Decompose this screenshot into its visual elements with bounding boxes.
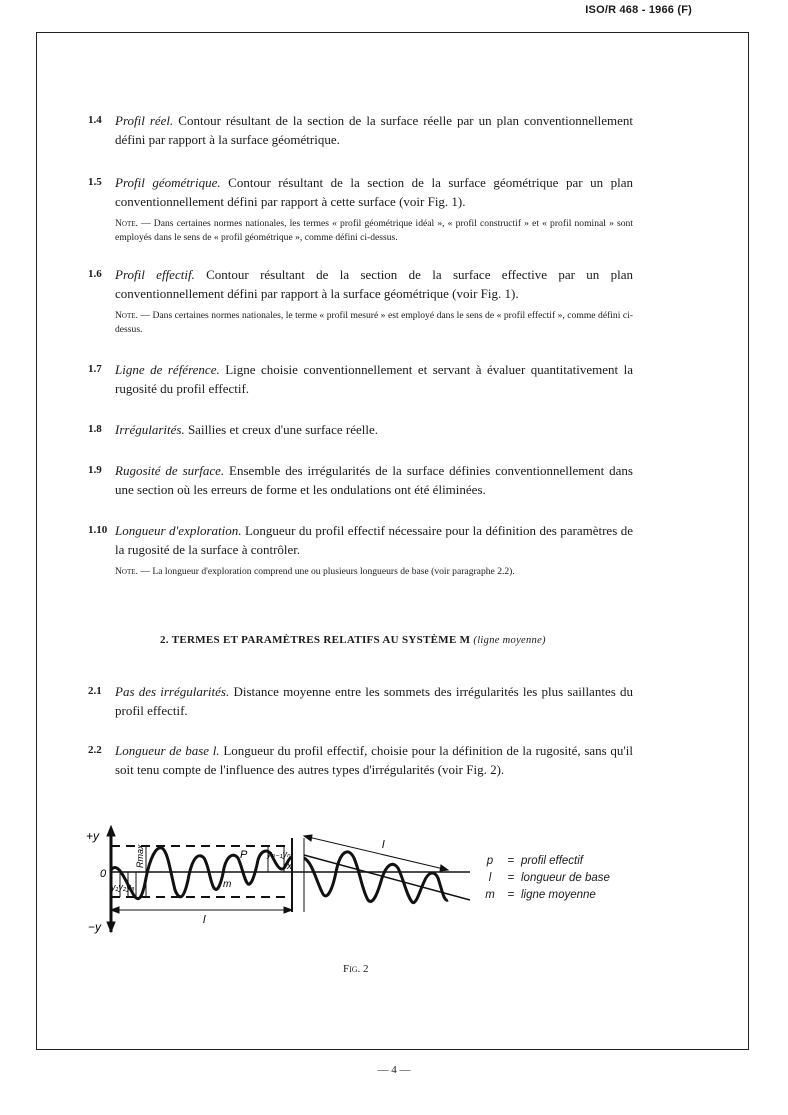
section-1-8: [88, 420, 633, 439]
page-number: — 4 —: [377, 1064, 411, 1076]
section-number: 1.8: [88, 423, 102, 435]
legend-item: p = profil effectif: [479, 855, 583, 867]
note: [115, 565, 633, 579]
legend-text: profil effectif: [521, 855, 583, 867]
note-label: Note.: [115, 310, 138, 321]
section-heading: [160, 634, 546, 646]
section-number: 1.6: [88, 268, 102, 280]
section-text: Contour résultant de la section de la surface effective par un plan conventionnellement défini par rapport à la surface géométrique (voir Fig. 1).: [115, 267, 633, 301]
label-y-right: yₙ₋₁yₙ: [267, 849, 291, 859]
section-text: Saillies et creux d'une surface réelle.: [184, 422, 378, 437]
label-p: P: [240, 849, 248, 861]
section-1-4: [88, 111, 633, 149]
section-text: Ensemble des irrégularités de la surface définies conventionnellement dans une section où les erreurs de forme et les ondulations ont été éliminées.: [115, 463, 633, 497]
section-text: Ligne choisie conventionnellement et servant à évaluer quantitativement la rugosité du profil effectif.: [115, 362, 633, 396]
section-text: Distance moyenne entre les sommets des irrégularités les plus saillantes du profil effectif.: [115, 684, 633, 718]
legend-symbol: m: [485, 889, 495, 901]
section-term: Pas des irrégularités.: [115, 684, 230, 699]
note: [115, 217, 633, 245]
note-text: — La longueur d'exploration comprend une ou plusieurs longueurs de base (voir paragraphe 2.2).: [137, 566, 515, 577]
section-number: 1.9: [88, 464, 102, 476]
section-text: Longueur du profil effectif nécessaire pour la définition des paramètres de la rugosité de la surface à contrôler.: [115, 523, 633, 557]
legend-symbol: p: [486, 855, 494, 867]
label-origin: 0: [100, 868, 107, 880]
note: [115, 309, 633, 337]
label-rmax: Rmax: [135, 844, 145, 868]
section-term: Profil géométrique.: [115, 175, 221, 190]
section-term: Profil effectif.: [115, 267, 195, 282]
section-number: 1.5: [88, 176, 102, 188]
note-text: — Dans certaines normes nationales, le terme « profil mesuré » est employé dans le sens de « profil effectif », comme défini ci-dessus.: [115, 310, 633, 335]
note-label: Note.: [115, 566, 138, 577]
note-label: Note.: [115, 218, 138, 229]
section-text: Contour résultant de la section de la surface géométrique par un plan conventionnellement défini par rapport à cette surface (voir Fig. 1).: [115, 175, 633, 209]
heading-title: 2. TERMES ET PARAMÈTRES RELATIFS AU SYSTÈME M: [160, 634, 471, 646]
legend-text: longueur de base: [521, 872, 610, 884]
section-1-9: [88, 461, 633, 499]
section-1-5: [88, 173, 633, 245]
section-term: Longueur d'exploration.: [115, 523, 242, 538]
section-term: Ligne de référence.: [115, 362, 220, 377]
note-text: — Dans certaines normes nationales, les termes « profil géométrique idéal », « profil constructif » et « profil nominal » sont employés dans le sens de « profil géométrique », comme défini ci-dessus.: [115, 218, 633, 243]
legend-item: m = ligne moyenne: [479, 889, 596, 901]
label-minus-y: −y: [88, 920, 102, 934]
section-term: Profil réel.: [115, 113, 174, 128]
legend-text: ligne moyenne: [521, 889, 596, 901]
section-number: 1.7: [88, 363, 102, 375]
section-2-2: [88, 741, 633, 779]
section-1-10: [88, 521, 633, 579]
section-text: Contour résultant de la section de la surface réelle par un plan conventionnellement défini par rapport à la surface géométrique.: [115, 113, 633, 147]
figure-caption: Fig. 2: [343, 963, 369, 975]
heading-subtitle: (ligne moyenne): [473, 635, 546, 646]
section-term: Longueur de base l.: [115, 743, 220, 758]
section-number: 2.2: [88, 744, 102, 756]
section-number: 1.10: [88, 524, 108, 536]
section-1-6: [88, 265, 633, 337]
section-term: Rugosité de surface.: [115, 463, 225, 478]
label-l-bottom: l: [203, 914, 206, 926]
label-x: x: [287, 861, 292, 872]
section-1-7: [88, 360, 633, 398]
section-term: Irrégularités.: [115, 422, 185, 437]
section-number: 2.1: [88, 685, 102, 697]
label-y-left: y₁y₂y₃: [111, 882, 135, 892]
label-m: m: [223, 879, 232, 890]
section-number: 1.4: [88, 114, 102, 126]
section-text: Longueur du profil effectif, choisie pour la définition de la rugosité, sans qu'il soit tenu compte de l'influence des autres types d'irrégularités (voir Fig. 2).: [115, 743, 633, 777]
label-plus-y: +y: [86, 829, 100, 843]
legend-symbol: l: [488, 872, 492, 884]
legend-item: l = longueur de base: [479, 872, 610, 884]
document-code: ISO/R 468 - 1966 (F): [585, 4, 692, 16]
label-l-top: l: [382, 839, 385, 851]
section-2-1: [88, 682, 633, 720]
